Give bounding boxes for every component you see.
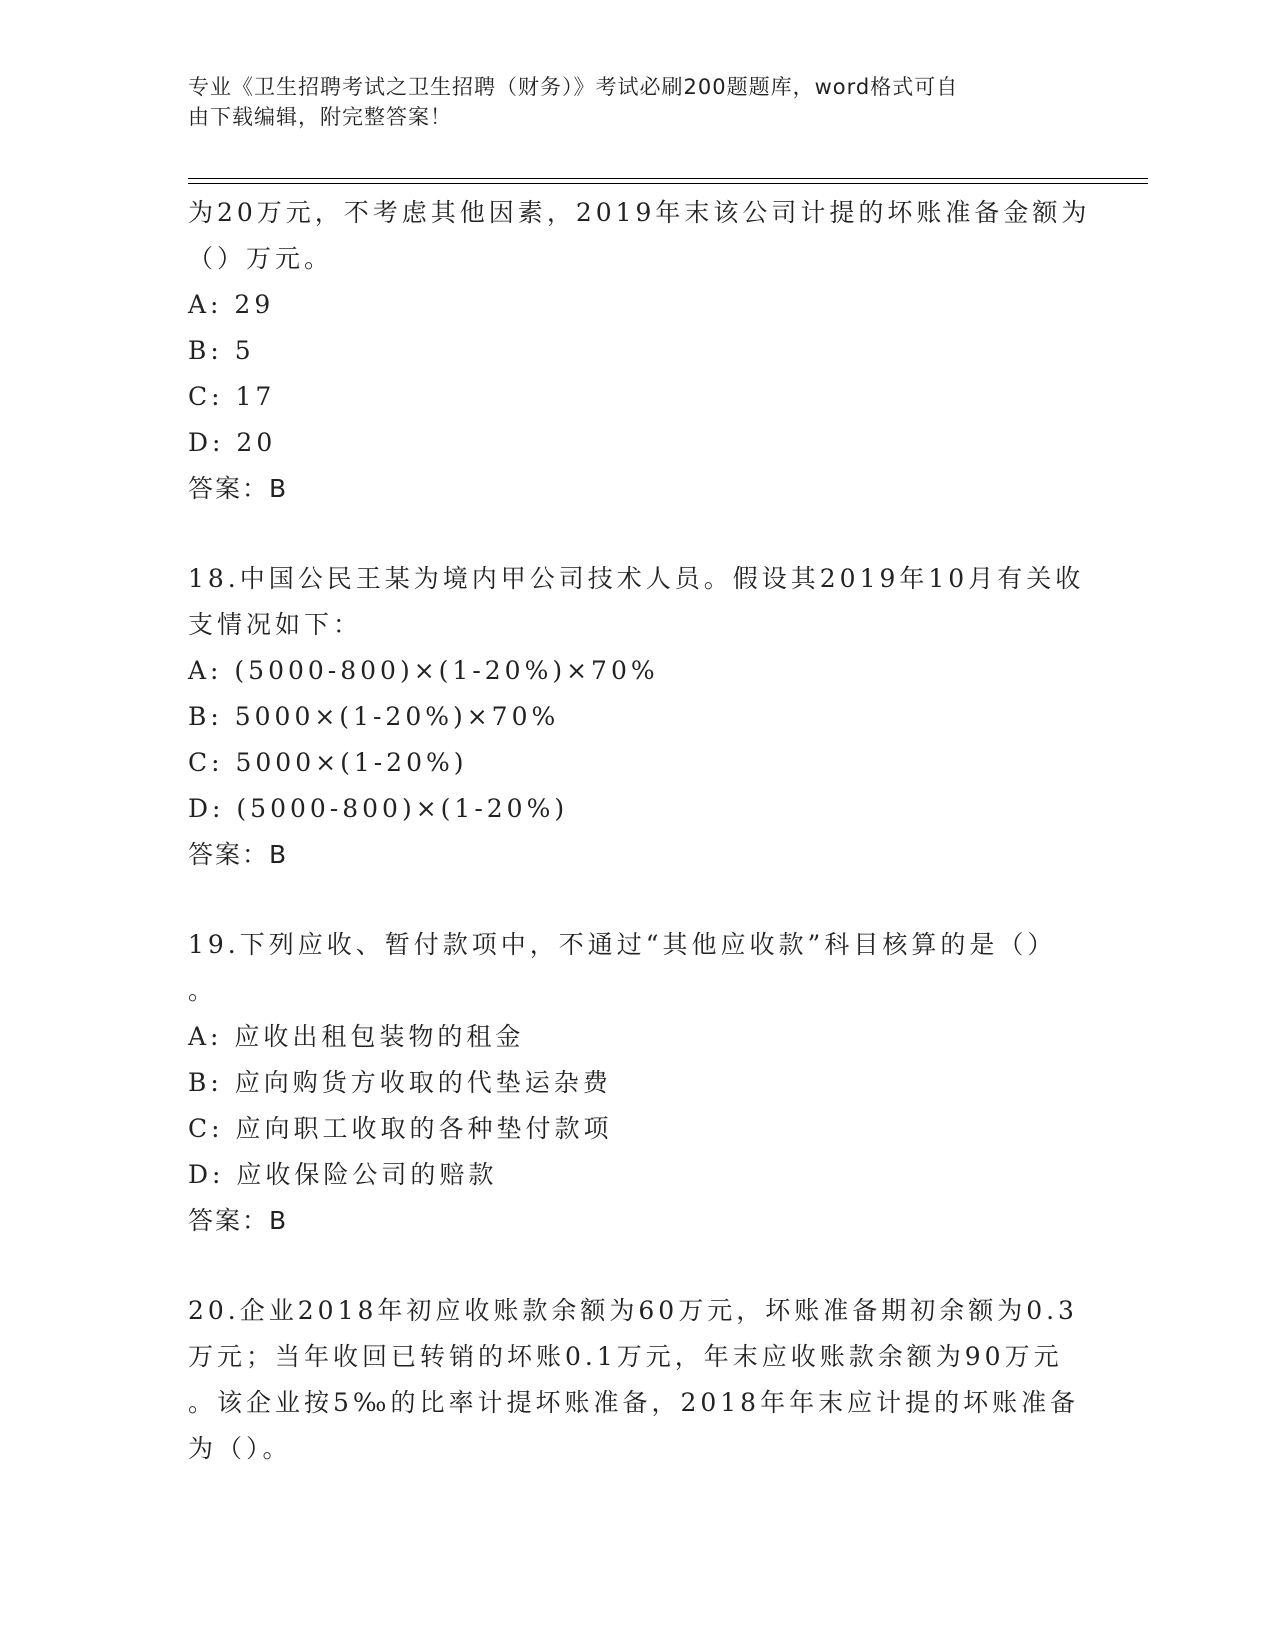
option-b: B: 应向购货方收取的代垫运杂费: [188, 1068, 612, 1097]
question-17: [188, 190, 1091, 512]
option-c: C: 应向职工收取的各种垫付款项: [188, 1114, 613, 1143]
question-text-line: 为20万元，不考虑其他因素，2019年末该公司计提的坏账准备金额为: [188, 198, 1091, 227]
option-b: B: 5000×(1-20%)×70%: [188, 702, 560, 731]
question-text-line: 万元；当年收回已转销的坏账0.1万元，年末应收账款余额为90万元: [188, 1342, 1063, 1371]
question-text-line: 。该企业按5‰的比率计提坏账准备，2018年年末应计提的坏账准备: [188, 1388, 1080, 1417]
question-text-line: 20.企业2018年初应收账款余额为60万元，坏账准备期初余额为0.3: [188, 1296, 1078, 1325]
option-c: C: 17: [188, 382, 276, 411]
option-d: D: (5000-800)×(1-20%): [188, 794, 569, 823]
option-d: D: 20: [188, 428, 277, 457]
option-b: B: 5: [188, 336, 255, 365]
answer-label: 答案：B: [188, 474, 289, 503]
question-text-line: 18.中国公民王某为境内甲公司技术人员。假设其2019年10月有关收: [188, 564, 1085, 593]
question-18: [188, 556, 1088, 878]
answer-label: 答案：B: [188, 840, 289, 869]
question-text-line: 为（）。: [188, 1434, 292, 1463]
header-divider-top: [188, 178, 1148, 179]
answer-label: 答案：B: [188, 1206, 289, 1235]
question-text-line: 支情况如下：: [188, 610, 363, 639]
header-line-1: 专业《卫生招聘考试之卫生招聘（财务）》考试必刷200题题库，word格式可自: [188, 75, 959, 99]
option-d: D: 应收保险公司的赔款: [188, 1160, 498, 1189]
question-list: [188, 190, 1091, 1472]
question-19: [188, 922, 1088, 1244]
question-20: [188, 1288, 1088, 1472]
option-a: A: 29: [188, 290, 275, 319]
option-c: C: 5000×(1-20%): [188, 748, 468, 777]
header-line-2: 由下载编辑，附完整答案！: [188, 105, 452, 129]
option-a: A: (5000-800)×(1-20%)×70%: [188, 656, 659, 685]
question-text-line: （）万元。: [188, 244, 334, 273]
document-header: [188, 72, 1068, 132]
question-text-line: 19.下列应收、暂付款项中，不通过“其他应收款”科目核算的是（）: [188, 930, 1057, 959]
option-a: A: 应收出租包装物的租金: [188, 1022, 525, 1051]
question-text-line: 。: [188, 976, 218, 1005]
header-divider-bottom: [188, 183, 1148, 184]
